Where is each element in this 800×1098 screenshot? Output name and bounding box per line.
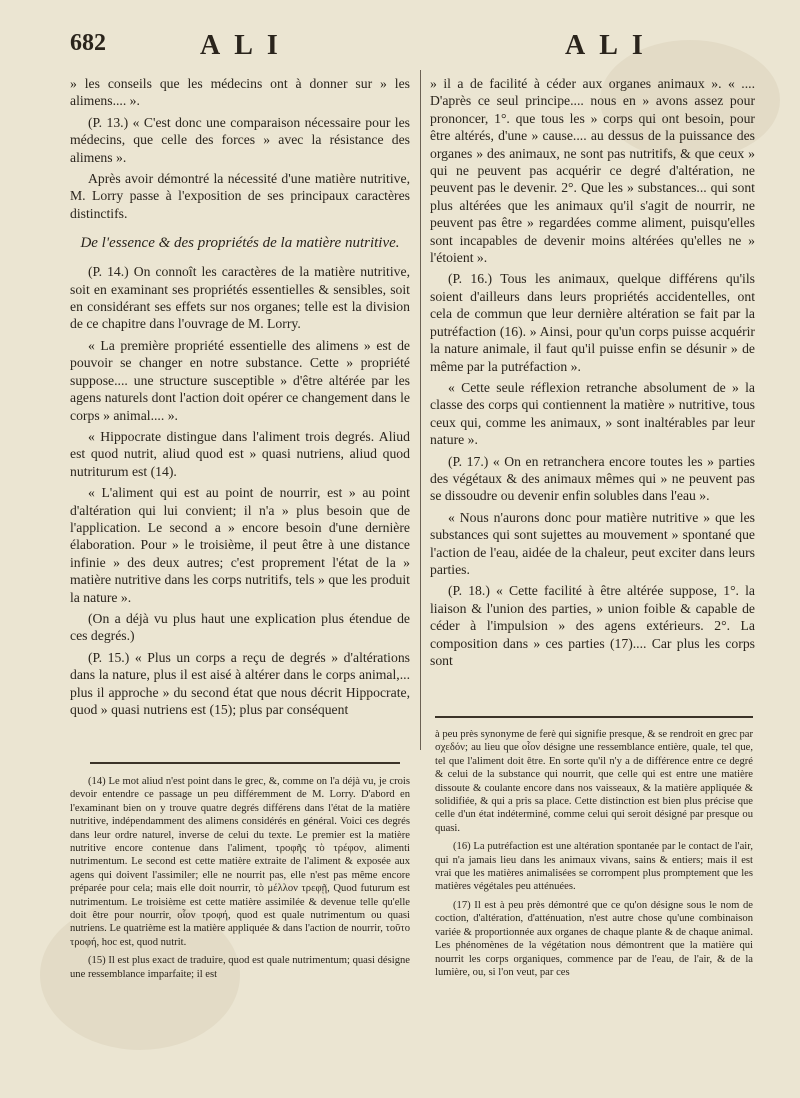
footnote-rule: [435, 716, 753, 718]
footnotes-left: [70, 775, 410, 1095]
paragraph: « Cette seule réflexion retranche absolument de » la classe des corps qui contiennent la matière » nutritive, tous ceux qui, comme les animaux, » sont inaltérables par leur nature ».: [430, 379, 755, 448]
paragraph: « Hippocrate distingue dans l'aliment trois degrés. Aliud est quod nutrit, aliud quod est » quasi nutriens, aliud quod nutriturum est (14).: [70, 428, 410, 479]
paragraph: (P. 15.) « Plus un corps a reçu de degrés » d'altérations dans la nature, plus il est aisé à altérer dans le corps animal,... plus il approche » du second état que nous décrit Hippocrate, quod » quasi nutriens est (15); plus par conséquent: [70, 649, 410, 717]
page-number: 682: [70, 30, 106, 56]
paragraph: (P. 13.) « C'est donc une comparaison nécessaire pour les médecins, que celle des forces » avec la résistance des alimens ».: [70, 114, 410, 165]
left-column: [70, 75, 410, 755]
paragraph: (P. 18.) « Cette facilité à être altérée suppose, 1°. la liaison & l'union des parties, » union foible & capable de céder à l'impulsion » des agens extérieurs. 2°. La composition dans » ces parties (17).... Car plus les corps sont: [430, 583, 755, 668]
footnote: (16) La putréfaction est une altération spontanée par le contact de l'air, qui n'a jamais lieu dans les animaux vivans, sains & entiers; mais il est vrai que les matières animalisées se corrompent plus promptement que les matières végétales peu atténuées.: [435, 841, 753, 893]
footnote: à peu près synonyme de ferè qui signifie presque, & se rendroit en grec par σχεδόν; au lieu que οἷον désigne une ressemblance entière, quale, tel que, tel que l'aliment doit être. En sorte qu'il n'y a de différence entre ce degré & celui de la substance qui nourrit, que celle qui est entre une matière dissoute & coulante encore dans nos vaisseaux, & la matière appliquée & solidifiée, & qui a pris sa place. Cette distinction est bien plus précise que celle d'un état indéterminé, comme celui qui seroit désigné par presque ou quasi.: [435, 729, 753, 834]
paragraph: (P. 14.) On connoît les caractères de la matière nutritive, soit en examinant ses propriétés essentielles & sensibles, soit en considérant ses effets sur nos organes; telle est la division de ce chapitre dans l'ouvrage de M. Lorry.: [70, 264, 410, 332]
paragraph: « L'aliment qui est au point de nourrir, est » au point d'altération qui lui convient; il n'a » plus besoin que de l'application. Le second a » encore besoin d'une dernière élaboration. Pour » le troisième, il peut être à une distance infinie » des deux autres; c'est proprement l'état de la » matière nutritive dans les corps nutritifs, tels » que les produit la nature ».: [70, 485, 410, 605]
footnote: (17) Il est à peu près démontré que ce qu'on désigne sous le nom de coction, d'altération, d'atténuation, n'est autre chose qu'une combinaison variée & proportionnée aux organes de chaque plante & de chaque animal. Les phénomènes de la végétation nous démontrent que la matière qui nourrit les corps organiques, commence par de l'eau, de l'air, & de la lumière, ou, si l'on veut, par ces: [435, 899, 753, 978]
paragraph: » il a de facilité à céder aux organes animaux ». « .... D'après ce seul principe.... nous en » avons assez pour prononcer, 1°. que tous les » corps qui ont besoin, pour être altérés, d'une » cause.... au dessus de la puissance des organes » des animaux, ne sont pas nutritifs, & que ceux » qui ne peuvent pas acquérir ce degré d'altération, ne peuvent pas le devenir. 2°. Que les » substances... qui sont plus altérées que les animaux qu'il s'agit de nourrir, ne peuvent pas être » regardées comme aliment, puisqu'elles sont incapables de devenir moins altérées qu'elles ne » l'étoient ».: [430, 76, 755, 266]
paragraph: « La première propriété essentielle des alimens » est de pouvoir se changer en notre substance. Cette » propriété suppose.... une structure susceptible » d'être altérée par les agens naturels dont l'action doit opérer ce changement dans le corps » animal.... ».: [70, 337, 410, 423]
paragraph: (P. 16.) Tous les animaux, quelque différens qu'ils soient d'ailleurs dans leurs propriétés accidentelles, ont cela de commun que leur dernière altération se fait par la putréfaction (16). » Ainsi, pour qu'un corps puisse acquérir la nature animale, il faut qu'il puisse enfin se désunir » de même par la putréfaction ».: [430, 271, 755, 374]
paragraph: » les conseils que les médecins ont à donner sur » les alimens.... ».: [70, 76, 410, 109]
section-title: De l'essence & des propriétés de la matière nutritive.: [80, 235, 400, 252]
footnote: (15) Il est plus exact de traduire, quod est quale nutrimentum; quasi désigne une ressemblance imparfaite; il est: [70, 955, 410, 980]
running-header-right: ALI: [565, 30, 657, 61]
footnote-rule: [90, 762, 400, 764]
right-column: [430, 75, 755, 755]
paragraph: Après avoir démontré la nécessité d'une matière nutritive, M. Lorry passe à l'exposition de ses principaux caractères distinctifs.: [70, 171, 410, 221]
paragraph: « Nous n'aurons donc pour matière nutritive » que les substances qui sont sujettes au mouvement » spontané que l'action de l'eau, aidée de la chaleur, peut exciter dans leurs parties.: [430, 509, 755, 577]
paragraph: (On a déjà vu plus haut une explication plus étendue de ces degrés.): [70, 610, 410, 644]
paragraph: (P. 17.) « On en retranchera encore toutes les » parties des végétaux & des animaux mêmes qui » ne peuvent pas se dissoudre ou devenir enfin solubles dans l'eau ».: [430, 453, 755, 504]
footnote: (14) Le mot aliud n'est point dans le grec, &, comme on l'a déjà vu, je crois devoir entendre ce passage un peu différemment de M. Lorry. D'abord en l'examinant bien on y trouve quatre degrés différens dans l'état de la matière nutritive, indépendamment des alimens considérés en général. Voici ces degrés dans leur ordre naturel, inverse de celui du texte. Le premier est la matière nutritive encore contenue dans l'aliment, τροφῆς τὸ τρέφον, alimenti nutrimentum. Le second est cette matière extraite de l'aliment & exposée aux agens qui doivent l'assimiler; elle ne nourrit pas, elle n'est pas même encore préparée pour cela; mais elle doit nourrir, τὸ μέλλον τρεφῇ, Quod futurum est nutrimentum. Le troisième est cette matière assimilée & devenue telle qu'elle doit être pour nourrir, οἷον τροφή, quod est quale nutrimentum ou quasi nutriens. Le quatrième est la matière appliquée & dans l'action de nourrir, τοῦτο τροφή, hoc est, quod nutrit.: [70, 776, 410, 948]
column-divider: [420, 70, 421, 750]
footnotes-right: [435, 728, 753, 1093]
running-header-left: ALI: [200, 30, 292, 61]
